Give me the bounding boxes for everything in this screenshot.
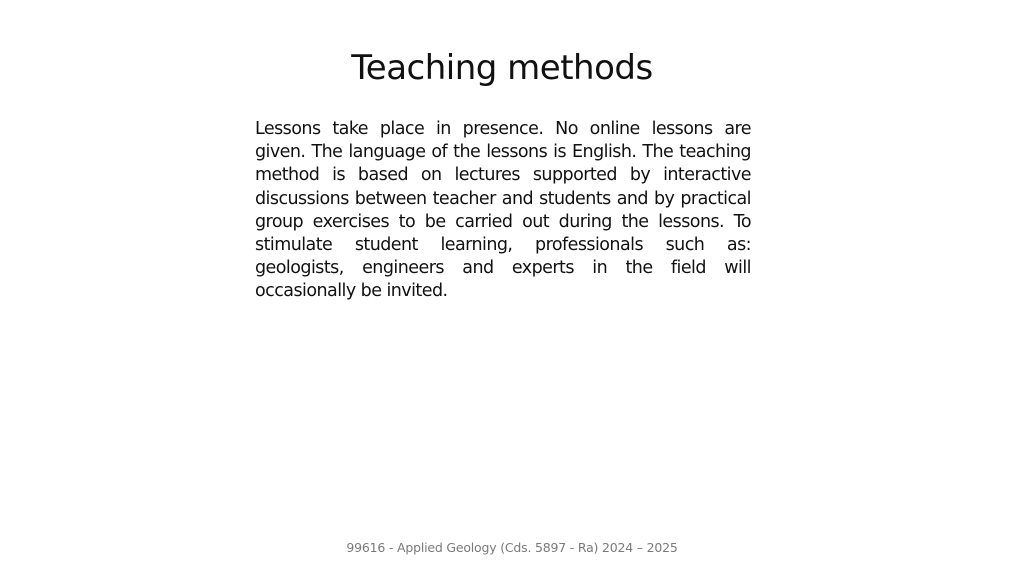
slide-body-text: Lessons take place in presence. No online lessons are given. The language of the lessons is English. The teaching method is based on lectures supported by interactive discussions between teacher and students and by practical group exercises to be carried out during the lessons. To stimulate student learning, professionals such as: geologists, engineers and experts in the field will occasionally be invited. (255, 119, 751, 302)
slide-title: Teaching methods (351, 48, 653, 88)
slide-footer: 99616 - Applied Geology (Cds. 5897 - Ra) 2024 – 2025 (346, 540, 678, 555)
